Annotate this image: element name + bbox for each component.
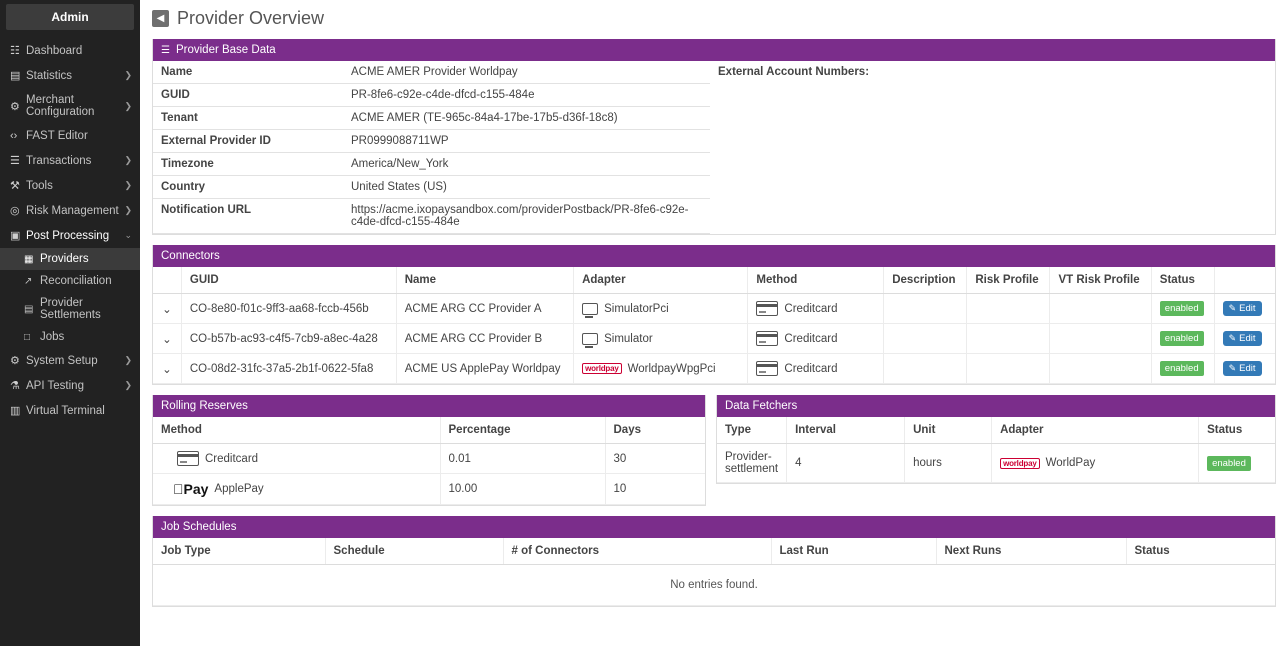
table-header-row (717, 417, 1275, 444)
adapter-label: WorldPay (1045, 457, 1096, 469)
connectors-panel (152, 245, 1276, 385)
table-row (153, 294, 1275, 324)
table-row (717, 444, 1275, 483)
cell-description (884, 294, 967, 324)
cell-adapter (574, 354, 748, 384)
creditcard-icon (756, 331, 778, 346)
gear-icon: ▣ (10, 230, 21, 242)
list-icon: ☰ (161, 44, 170, 56)
column-next-runs: Next Runs (936, 538, 1126, 565)
column-method: Method (153, 417, 440, 444)
row-key: Country (153, 176, 343, 199)
column-adapter: Adapter (574, 267, 748, 294)
data-fetchers-column (716, 395, 1276, 516)
data-fetchers-table (717, 417, 1275, 483)
table-empty-row (153, 565, 1275, 606)
creditcard-icon (177, 451, 199, 466)
cell-vt-risk-profile (1050, 324, 1151, 354)
terminal-icon: ▥ (10, 405, 21, 417)
sidebar-item-transactions[interactable] (0, 148, 140, 173)
chevron-right-icon: ❯ (124, 155, 132, 165)
panel-header (717, 395, 1275, 417)
cell-method (748, 294, 884, 324)
adapter-label: Simulator (604, 332, 653, 345)
column-connector-count: # of Connectors (503, 538, 771, 565)
pencil-icon: ✎ (1228, 303, 1237, 313)
panel-header (153, 245, 1275, 267)
sidebar-subitem-label: Provider Settlements (40, 297, 101, 321)
monitor-icon (582, 333, 598, 345)
empty-message: No entries found. (153, 565, 1275, 606)
cell-unit: hours (905, 444, 992, 483)
page-title: Provider Overview (177, 8, 325, 28)
table-header-row (153, 538, 1275, 565)
row-key: Notification URL (153, 199, 343, 234)
connectors-table (153, 267, 1275, 384)
chart-icon: ▤ (10, 70, 21, 82)
cell-adapter (992, 444, 1199, 483)
cell-guid: CO-b57b-ac93-c4f5-7cb9-a8ec-4a28 (181, 324, 396, 354)
method-label: Creditcard (784, 362, 838, 375)
column-percentage: Percentage (440, 417, 605, 444)
cell-interval: 4 (787, 444, 905, 483)
panel-header (153, 39, 1275, 61)
chevron-right-icon: ❯ (124, 205, 132, 215)
column-guid: GUID (181, 267, 396, 294)
table-row (153, 444, 705, 474)
data-fetchers-panel (716, 395, 1276, 484)
sliders-icon: ⚙ (10, 100, 20, 113)
cell-method (748, 354, 884, 384)
cell-description (884, 324, 967, 354)
adapter-label: SimulatorPci (604, 302, 669, 315)
row-key: Name (153, 61, 343, 84)
sidebar-item-label: FAST Editor (26, 130, 88, 142)
cell-method (748, 324, 884, 354)
cell-status (1151, 324, 1214, 354)
column-risk-profile: Risk Profile (967, 267, 1050, 294)
table-row (153, 474, 705, 505)
cell-days: 10 (605, 474, 705, 505)
method-label: Creditcard (784, 302, 838, 315)
sidebar-item-label: System Setup (26, 354, 98, 367)
edit-button[interactable] (1223, 331, 1262, 346)
wrench-icon: ⚒ (10, 180, 20, 192)
sidebar-item-fast-editor[interactable] (0, 124, 140, 148)
code-icon: ‹› (10, 130, 18, 142)
sidebar-item-label: Statistics (26, 69, 73, 82)
provider-base-data-table (153, 61, 1275, 234)
row-key: Tenant (153, 107, 343, 130)
pencil-icon: ✎ (1228, 333, 1237, 343)
sidebar-item-label: Virtual Terminal (26, 404, 105, 417)
cell-risk-profile (967, 354, 1050, 384)
cell-percentage: 10.00 (440, 474, 605, 505)
cell-percentage: 0.01 (440, 444, 605, 474)
table-row (153, 61, 1275, 84)
edit-label: Edit (1239, 303, 1256, 314)
status-badge: enabled (1160, 361, 1204, 376)
cell-status (1151, 294, 1214, 324)
column-description: Description (884, 267, 967, 294)
chevron-right-icon: ❯ (124, 70, 132, 80)
column-job-type: Job Type (153, 538, 325, 565)
column-adapter: Adapter (992, 417, 1199, 444)
dashboard-icon: ☷ (10, 45, 20, 57)
column-expand (153, 267, 181, 294)
status-badge: enabled (1160, 331, 1204, 346)
expand-row-toggle[interactable]: ⌄ (153, 294, 181, 324)
expand-row-toggle[interactable]: ⌄ (153, 354, 181, 384)
row-key: Timezone (153, 153, 343, 176)
sidebar-item-provider-settlements[interactable] (0, 292, 140, 326)
column-vt-risk-profile: VT Risk Profile (1050, 267, 1151, 294)
cell-status (1199, 444, 1275, 483)
worldpay-icon: worldpay (582, 363, 622, 374)
chevron-right-icon: ❯ (124, 100, 132, 111)
row-key: External Provider ID (153, 130, 343, 153)
adapter-label: WorldpayWpgPci (627, 362, 716, 375)
panel-title: Rolling Reserves (161, 400, 248, 412)
sidebar-item-post-processing[interactable] (0, 223, 140, 248)
sidebar-brand: Admin (6, 4, 134, 30)
cell-adapter (574, 294, 748, 324)
cell-description (884, 354, 967, 384)
cell-risk-profile (967, 324, 1050, 354)
table-header-row (153, 267, 1275, 294)
sidebar-item-merchant-configuration[interactable] (0, 88, 140, 124)
main-content (140, 0, 1280, 646)
mid-section (152, 395, 1276, 516)
sidebar-item-label: Transactions (26, 154, 92, 167)
row-value: PR0999088711WP (343, 130, 710, 153)
panel-title: Job Schedules (161, 521, 237, 533)
row-value: United States (US) (343, 176, 710, 199)
cell-name: ACME ARG CC Provider B (396, 324, 573, 354)
page-header (148, 0, 1276, 39)
sidebar-item-label: Dashboard (26, 44, 83, 57)
cell-guid: CO-8e80-f01c-9ff3-aa68-fccb-456b (181, 294, 396, 324)
panel-title: Connectors (161, 250, 220, 262)
cell-method (153, 474, 440, 505)
row-value: America/New_York (343, 153, 710, 176)
panel-header (153, 395, 705, 417)
sidebar (0, 0, 140, 646)
providers-icon: ▦ (24, 253, 34, 265)
creditcard-icon (756, 301, 778, 316)
column-type: Type (717, 417, 787, 444)
status-badge: enabled (1160, 301, 1204, 316)
cell-method (153, 444, 440, 474)
cell-actions (1214, 354, 1275, 384)
gear-icon: ⚙ (10, 355, 20, 367)
rolling-reserves-panel (152, 395, 706, 506)
table-row (153, 324, 1275, 354)
column-unit: Unit (905, 417, 992, 444)
sidebar-item-label: Post Processing (26, 229, 110, 242)
sidebar-item-statistics[interactable] (0, 63, 140, 88)
cell-vt-risk-profile (1050, 294, 1151, 324)
sidebar-subitem-label: Reconciliation (40, 275, 112, 287)
cell-adapter (574, 324, 748, 354)
column-interval: Interval (787, 417, 905, 444)
method-label: Creditcard (784, 332, 838, 345)
cell-name: ACME US ApplePay Worldpay (396, 354, 573, 384)
sidebar-item-system-setup[interactable] (0, 348, 140, 373)
applepay-icon: Pay (173, 481, 198, 497)
expand-row-toggle[interactable]: ⌄ (153, 324, 181, 354)
cell-actions (1214, 294, 1275, 324)
edit-button[interactable] (1223, 301, 1262, 316)
column-last-run: Last Run (771, 538, 936, 565)
column-name: Name (396, 267, 573, 294)
method-label: ApplePay (203, 483, 254, 495)
monitor-icon (582, 303, 598, 315)
pencil-icon: ✎ (1228, 363, 1237, 373)
column-status: Status (1151, 267, 1214, 294)
column-actions (1214, 267, 1275, 294)
job-schedules-panel (152, 516, 1276, 607)
chevron-right-icon: ❯ (124, 355, 132, 365)
row-value: https://acme.ixopaysandbox.com/providerPostback/PR-8fe6-c92e-c4de-dfcd-c155-484e (343, 199, 710, 234)
chevron-right-icon: ❯ (124, 180, 132, 190)
shield-icon: ◎ (10, 205, 20, 217)
chevron-right-icon: ❯ (124, 380, 132, 390)
column-days: Days (605, 417, 705, 444)
list-icon: ☰ (10, 155, 20, 167)
row-value: PR-8fe6-c92e-c4de-dfcd-c155-484e (343, 84, 710, 107)
cell-actions (1214, 324, 1275, 354)
column-method: Method (748, 267, 884, 294)
cell-risk-profile (967, 294, 1050, 324)
method-label: Creditcard (205, 452, 259, 465)
sidebar-item-providers[interactable] (0, 248, 140, 270)
creditcard-icon (756, 361, 778, 376)
flask-icon: ⚗ (10, 380, 20, 392)
worldpay-icon: worldpay (1000, 458, 1040, 469)
rolling-reserves-table (153, 417, 705, 505)
cell-guid: CO-08d2-31fc-37a5-2b1f-0622-5fa8 (181, 354, 396, 384)
sidebar-item-dashboard[interactable] (0, 38, 140, 63)
panel-header (153, 516, 1275, 538)
status-badge: enabled (1207, 456, 1251, 471)
table-row (153, 354, 1275, 384)
rolling-reserves-column (152, 395, 706, 516)
edit-label: Edit (1239, 333, 1256, 344)
column-schedule: Schedule (325, 538, 503, 565)
settlements-icon: ▤ (24, 303, 34, 315)
sidebar-item-label: Tools (26, 179, 53, 192)
edit-button[interactable] (1223, 361, 1262, 376)
chevron-down-icon: ⌄ (124, 230, 132, 240)
column-status: Status (1199, 417, 1275, 444)
cell-type: Provider-settlement (717, 444, 787, 483)
cell-status (1151, 354, 1214, 384)
sidebar-item-api-testing[interactable] (0, 373, 140, 398)
sidebar-item-jobs[interactable] (0, 326, 140, 348)
reconciliation-icon: ↗ (24, 275, 33, 287)
sidebar-item-risk-management[interactable] (0, 198, 140, 223)
jobs-icon: □ (24, 331, 31, 343)
panel-title: Provider Base Data (175, 44, 276, 56)
sidebar-item-reconciliation[interactable] (0, 270, 140, 292)
row-value: ACME AMER Provider Worldpay (343, 61, 710, 84)
sidebar-item-label: Risk Management (26, 204, 119, 217)
sidebar-subitem-label: Jobs (40, 331, 65, 343)
sidebar-subitem-label: Providers (40, 253, 89, 265)
cell-days: 30 (605, 444, 705, 474)
back-icon[interactable]: ◀ (152, 10, 169, 27)
row-value: ACME AMER (TE-965c-84a4-17be-17b5-d36f-18c8) (343, 107, 710, 130)
sidebar-item-tools[interactable] (0, 173, 140, 198)
column-status: Status (1126, 538, 1275, 565)
table-header-row (153, 417, 705, 444)
job-schedules-table (153, 538, 1275, 606)
edit-label: Edit (1239, 363, 1256, 374)
panel-title: Data Fetchers (725, 400, 798, 412)
sidebar-item-label: API Testing (26, 379, 84, 392)
row-key: GUID (153, 84, 343, 107)
sidebar-item-virtual-terminal[interactable] (0, 398, 140, 423)
cell-vt-risk-profile (1050, 354, 1151, 384)
cell-name: ACME ARG CC Provider A (396, 294, 573, 324)
sidebar-item-label: Merchant Configuration (26, 94, 95, 118)
provider-base-data-panel (152, 39, 1276, 235)
external-account-numbers-label: External Account Numbers: (718, 66, 870, 78)
